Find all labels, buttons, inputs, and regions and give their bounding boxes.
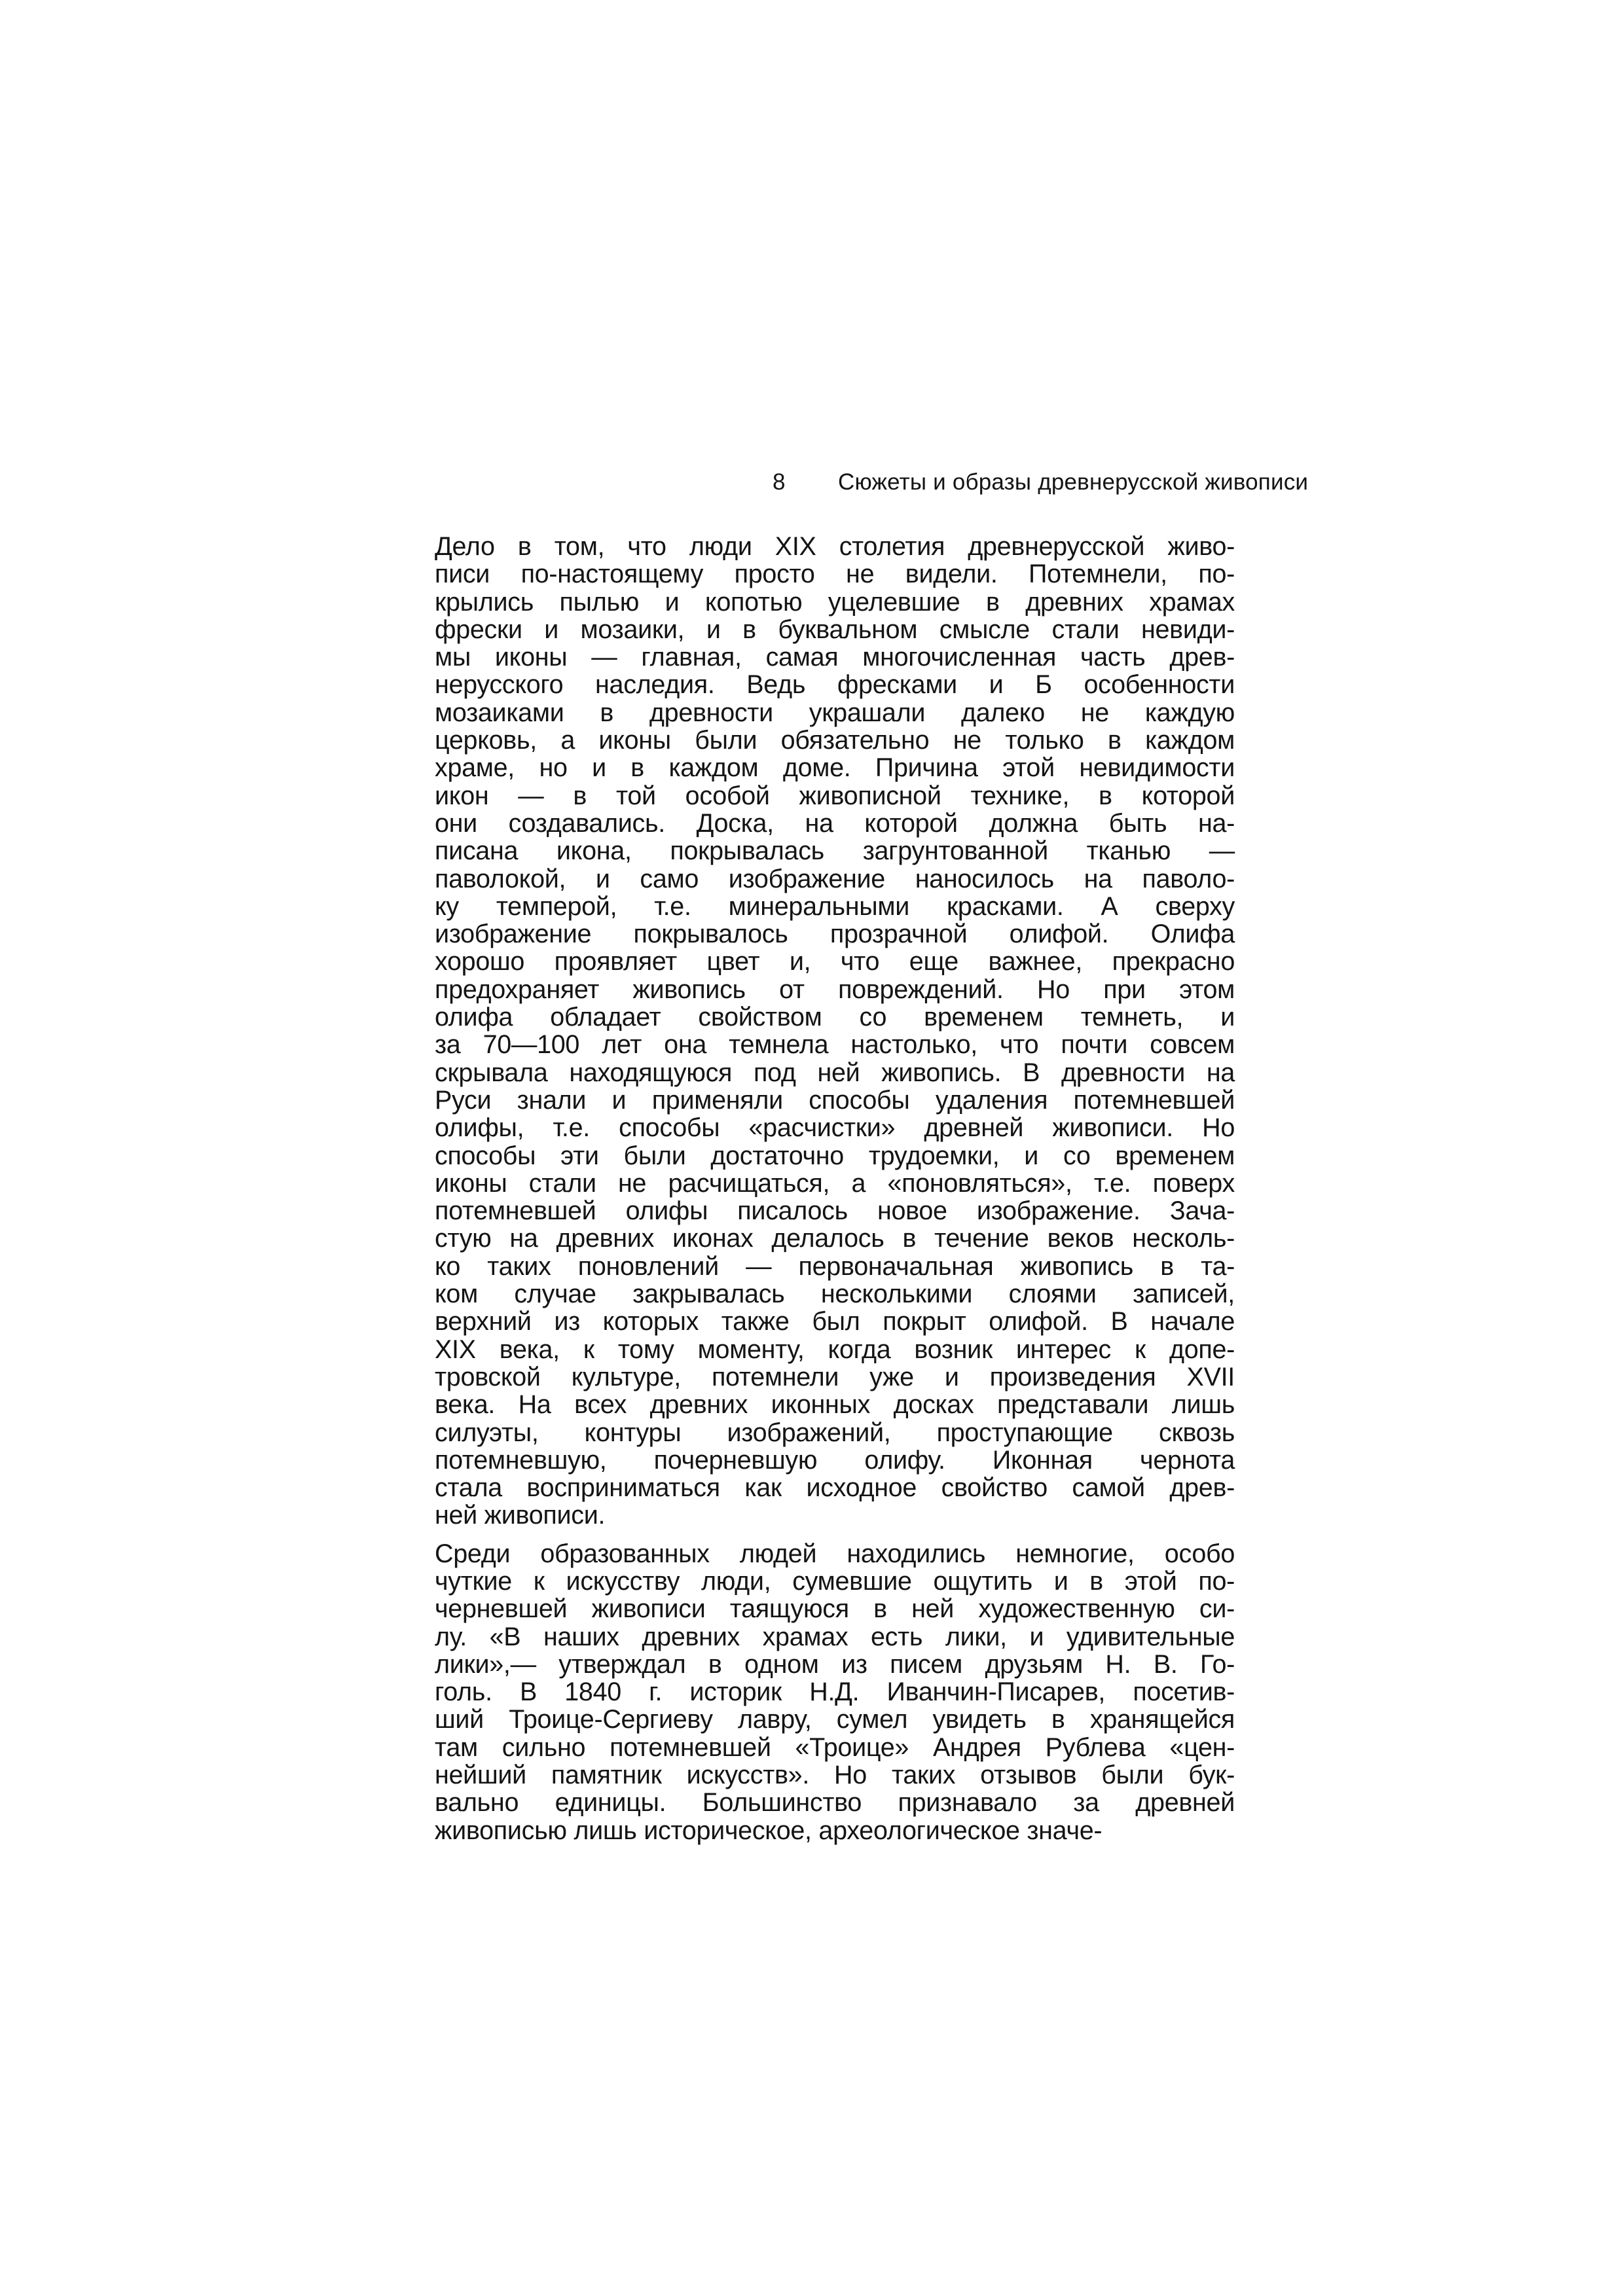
text-line: тровской культуре, потемнели уже и произведения XVII: [435, 1362, 1235, 1391]
text-line: Дело в том, что люди XIX столетия древнерусской живо-: [435, 532, 1235, 561]
running-head: [773, 466, 1362, 499]
text-line: нерусского наследия. Ведь фресками и Б особенности: [435, 670, 1235, 700]
text-line: черневшей живописи таящуюся в ней художественную си-: [435, 1594, 1235, 1624]
text-line: иконы стали не расчищаться, а «поновляться», т.е. поверх: [435, 1168, 1235, 1198]
text-line: силуэты, контуры изображений, проступающие сквозь: [435, 1418, 1235, 1447]
paragraph: [435, 1540, 1235, 1844]
text-line: мы иконы — главная, самая многочисленная часть древ-: [435, 643, 1235, 672]
text-line: за 70—100 лет она темнела настолько, что почти совсем: [435, 1030, 1235, 1060]
text-line: крылись пылью и копотью уцелевшие в древних храмах: [435, 587, 1235, 617]
text-line: вально единицы. Большинство признавало за древней: [435, 1788, 1235, 1818]
text-line: Руси знали и применяли способы удаления потемневшей: [435, 1085, 1235, 1115]
text-line: лики»,— утверждал в одном из писем друзьям Н. В. Го-: [435, 1649, 1235, 1679]
text-line: XIX века, к тому моменту, когда возник интерес к допе-: [435, 1335, 1235, 1364]
text-line: ку темперой, т.е. минеральными красками. А сверху: [435, 891, 1235, 921]
text-line: скрывала находящуюся под ней живопись. В древности на: [435, 1058, 1235, 1087]
text-line: века. На всех древних иконных досках представали лишь: [435, 1390, 1235, 1420]
text-line: мозаиками в древности украшали далеко не каждую: [435, 698, 1235, 727]
text-line: стала восприниматься как исходное свойство самой древ-: [435, 1473, 1235, 1503]
paragraph: [435, 533, 1235, 1530]
text-line: хорошо проявляет цвет и, что еще важнее, прекрасно: [435, 947, 1235, 977]
text-line: фрески и мозаики, и в буквальном смысле стали невиди-: [435, 615, 1235, 644]
text-line: ший Троице-Сергиеву лавру, сумел увидеть в хранящейся: [435, 1705, 1235, 1734]
text-line: живописью лишь историческое, археологическое значе-: [435, 1816, 1103, 1845]
text-line: голь. В 1840 г. историк Н.Д. Иванчин-Писарев, посетив-: [435, 1677, 1235, 1707]
text-line: ком случае закрывалась несколькими слоями записей,: [435, 1280, 1235, 1309]
text-line: икон — в той особой живописной технике, в которой: [435, 781, 1235, 810]
text-line: предохраняет живопись от повреждений. Но при этом: [435, 975, 1235, 1004]
text-line: лу. «В наших древних храмах есть лики, и удивительные: [435, 1622, 1235, 1651]
text-line: паволокой, и само изображение наносилось на паволо-: [435, 864, 1235, 893]
text-line: потемневшей олифы писалось новое изображение. Зача-: [435, 1196, 1235, 1226]
page-number: 8: [773, 469, 786, 495]
body-text: [435, 533, 1235, 1844]
text-line: верхний из которых также был покрыт олифой. В начале: [435, 1307, 1235, 1336]
text-line: ней живописи.: [435, 1501, 606, 1530]
text-line: изображение покрывалось прозрачной олифой. Олифа: [435, 920, 1235, 949]
text-line: олифы, т.е. способы «расчистки» древней живописи. Но: [435, 1113, 1235, 1143]
text-line: писи по-настоящему просто не видели. Потемнели, по-: [435, 560, 1235, 589]
text-line: храме, но и в каждом доме. Причина этой невидимости: [435, 753, 1235, 783]
section-title: Сюжеты и образы древнерусской живописи: [838, 469, 1309, 495]
text-line: нейший памятник искусств». Но таких отзывов были бук-: [435, 1761, 1235, 1790]
text-line: они создавались. Доска, на которой должна быть на-: [435, 808, 1235, 838]
text-line: Среди образованных людей находились немногие, особо: [435, 1539, 1235, 1568]
text-line: чуткие к искусству люди, сумевшие ощутить и в этой по-: [435, 1566, 1235, 1596]
text-line: олифа обладает свойством со временем темнеть, и: [435, 1003, 1235, 1032]
text-line: ко таких поновлений — первоначальная живопись в та-: [435, 1251, 1235, 1281]
text-line: там сильно потемневшей «Троице» Андрея Рублева «цен-: [435, 1732, 1235, 1762]
text-line: церковь, а иконы были обязательно не только в каждом: [435, 726, 1235, 755]
text-line: потемневшую, почерневшую олифу. Иконная чернота: [435, 1445, 1235, 1475]
text-line: стую на древних иконах делалось в течение веков несколь-: [435, 1224, 1235, 1253]
text-line: способы эти были достаточно трудоемки, и со временем: [435, 1141, 1235, 1170]
text-line: писана икона, покрывалась загрунтованной тканью —: [435, 836, 1235, 866]
